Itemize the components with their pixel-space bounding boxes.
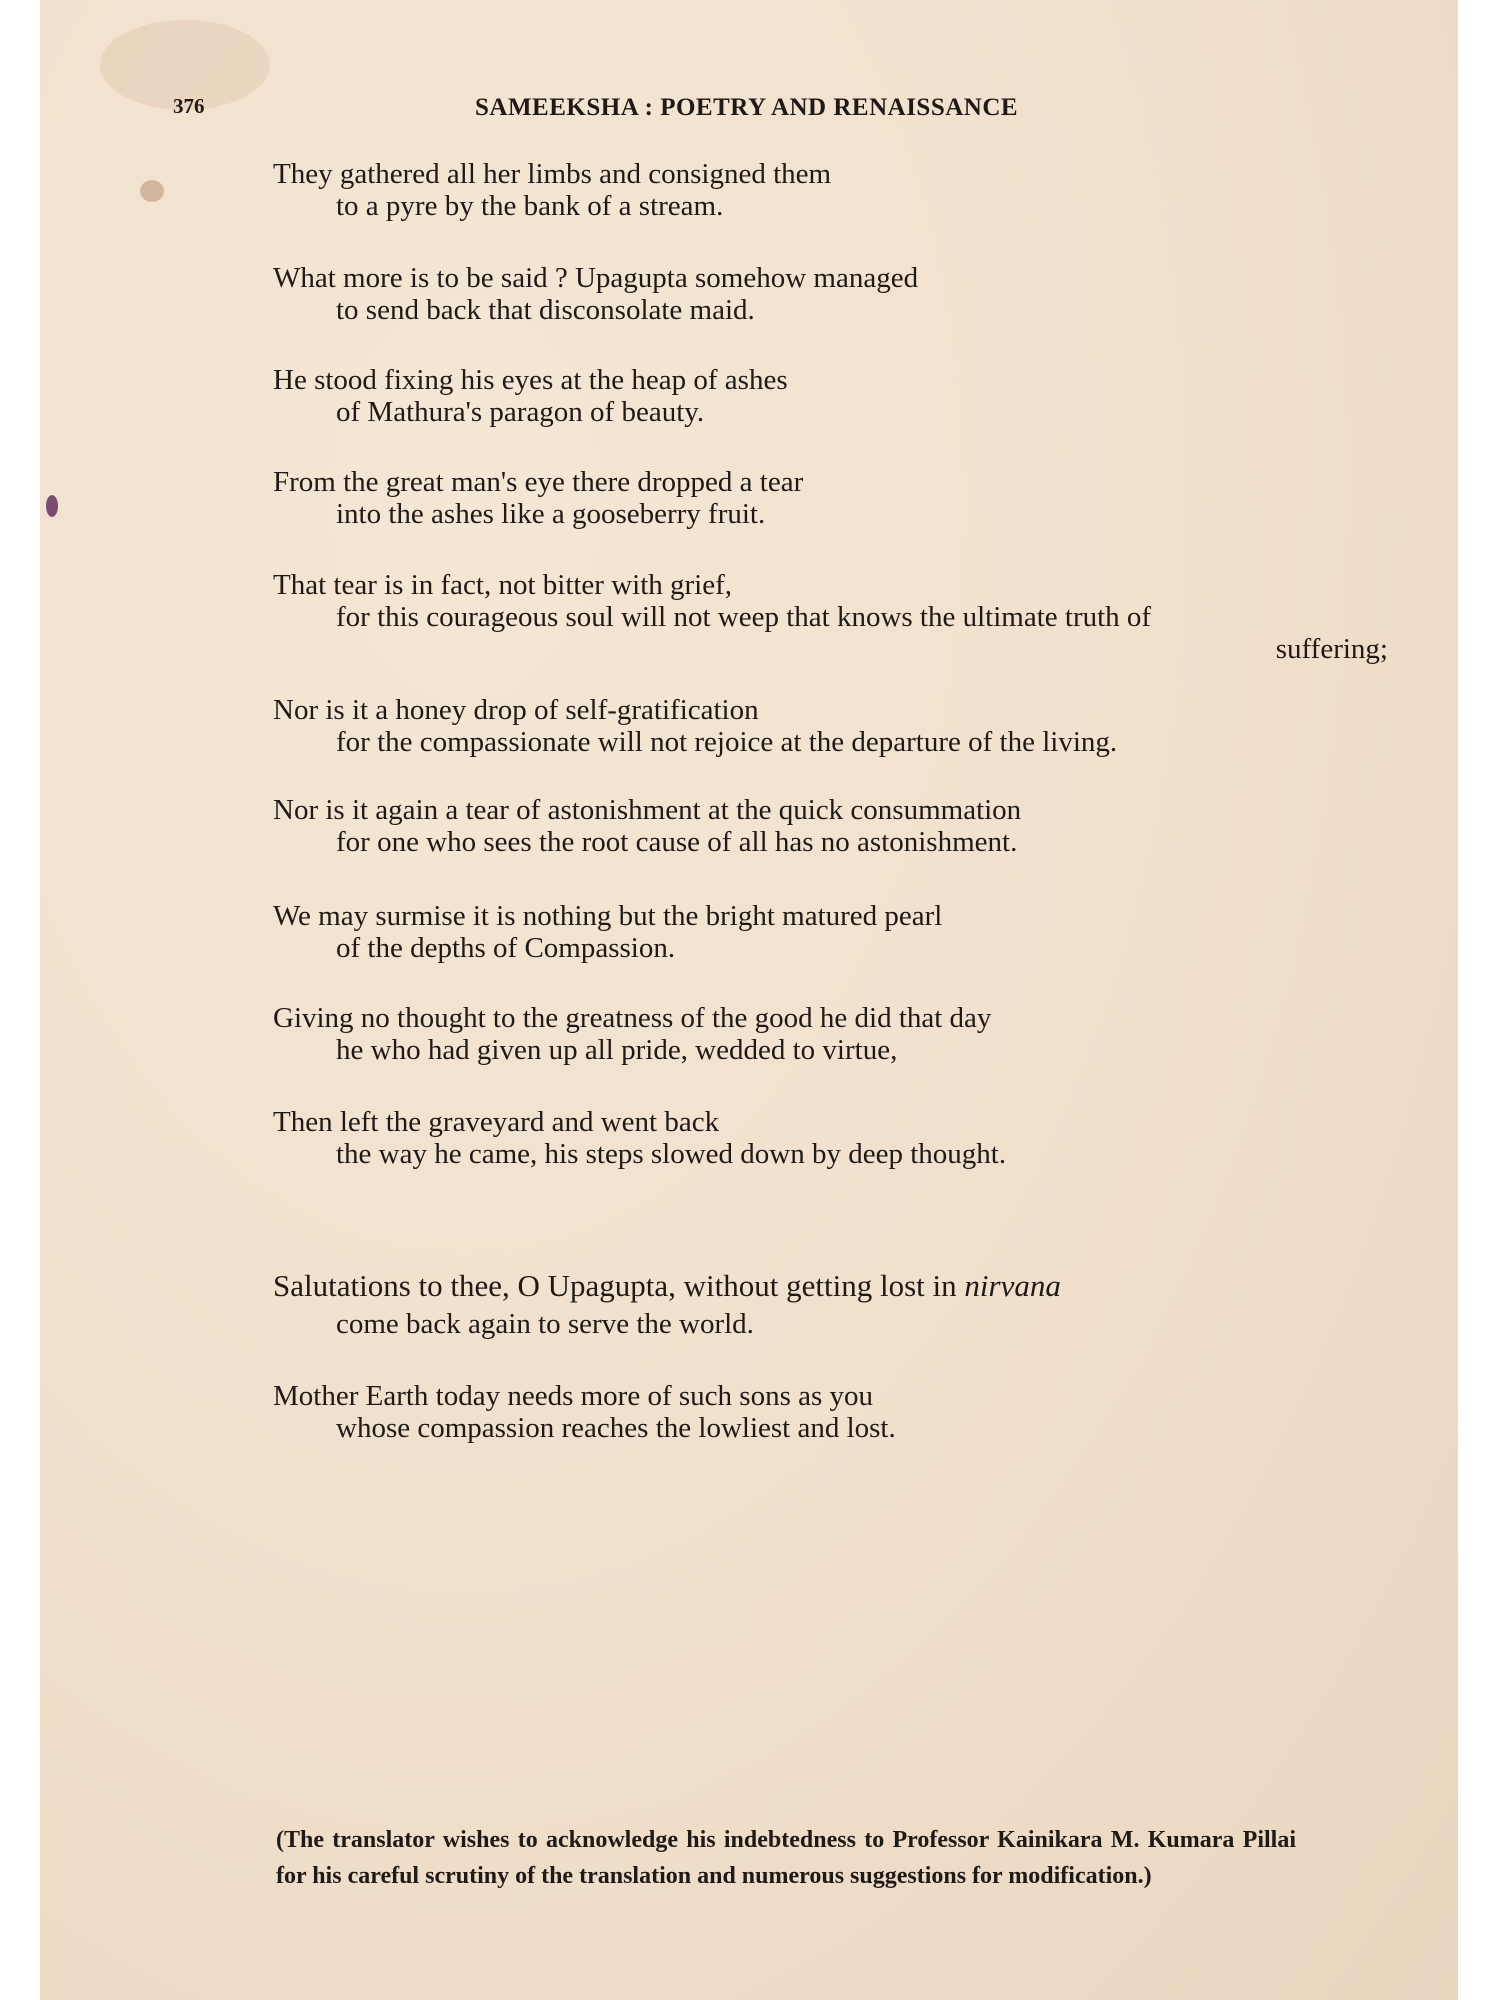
verse-line-indented: the way he came, his steps slowed down by deep thought.	[336, 1138, 1007, 1170]
verse-line-indented: into the ashes like a gooseberry fruit.	[336, 498, 766, 530]
verse-text: Salutations to thee, O Upagupta, without getting lost in	[273, 1268, 965, 1303]
verse-line: Mother Earth today needs more of such sons as you	[273, 1380, 874, 1412]
verse-line: From the great man's eye there dropped a tear	[273, 466, 804, 498]
stanza	[273, 262, 1388, 326]
verse-line: Nor is it again a tear of astonishment at the quick consummation	[273, 794, 1022, 826]
stanza	[273, 1380, 1388, 1444]
verse-line-indented: to send back that disconsolate maid.	[336, 294, 755, 326]
verse-line	[273, 1270, 1388, 1302]
stanza	[273, 158, 1388, 222]
page-number: 376	[173, 94, 205, 118]
running-head: SAMEEKSHA : POETRY AND RENAISSANCE	[475, 94, 1019, 121]
stain	[140, 180, 164, 202]
stanza	[273, 794, 1388, 858]
verse-line-indented: for this courageous soul will not weep that knows the ultimate truth of	[336, 601, 1152, 633]
stanza	[273, 1106, 1388, 1170]
verse-line-indented: he who had given up all pride, wedded to virtue,	[336, 1034, 898, 1066]
verse-line: We may surmise it is nothing but the bright matured pearl	[273, 900, 943, 932]
stanza	[273, 1270, 1388, 1340]
verse-line: Giving no thought to the greatness of the good he did that day	[273, 1002, 992, 1034]
verse-line: That tear is in fact, not bitter with grief,	[273, 569, 733, 601]
verse-line-runover: suffering;	[1275, 633, 1388, 665]
translator-note: (The translator wishes to acknowledge his indebtedness to Professor Kainikara M. Kumara Pillai for his careful scrutiny of the translation and numerous suggestions for modification.)	[276, 1827, 1296, 1889]
verse-line-indented: for one who sees the root cause of all has no astonishment.	[336, 826, 1018, 858]
italic-term: nirvana	[964, 1268, 1061, 1303]
verse-line-indented: to a pyre by the bank of a stream.	[336, 190, 724, 222]
verse-line-indented: whose compassion reaches the lowliest and lost.	[336, 1412, 896, 1444]
stanza	[273, 569, 1388, 665]
stanza	[273, 1002, 1388, 1066]
page-header	[40, 94, 1458, 126]
verse-line: Nor is it a honey drop of self-gratification	[273, 694, 759, 726]
stanza	[273, 364, 1388, 428]
verse-line-indented: come back again to serve the world.	[336, 1308, 754, 1340]
ink-mark	[46, 495, 58, 517]
verse-line-indented: for the compassionate will not rejoice at the departure of the living.	[336, 726, 1118, 758]
verse-line: Then left the graveyard and went back	[273, 1106, 720, 1138]
stanza	[273, 694, 1388, 758]
verse-line: What more is to be said ? Upagupta somehow managed	[273, 262, 919, 294]
verse-line-indented: of the depths of Compassion.	[336, 932, 676, 964]
verse-line-indented: of Mathura's paragon of beauty.	[336, 396, 705, 428]
book-page	[40, 0, 1458, 2000]
verse-line: They gathered all her limbs and consigned them	[273, 158, 832, 190]
stanza	[273, 900, 1388, 964]
verse-line: He stood fixing his eyes at the heap of ashes	[273, 364, 788, 396]
stanza	[273, 466, 1388, 530]
